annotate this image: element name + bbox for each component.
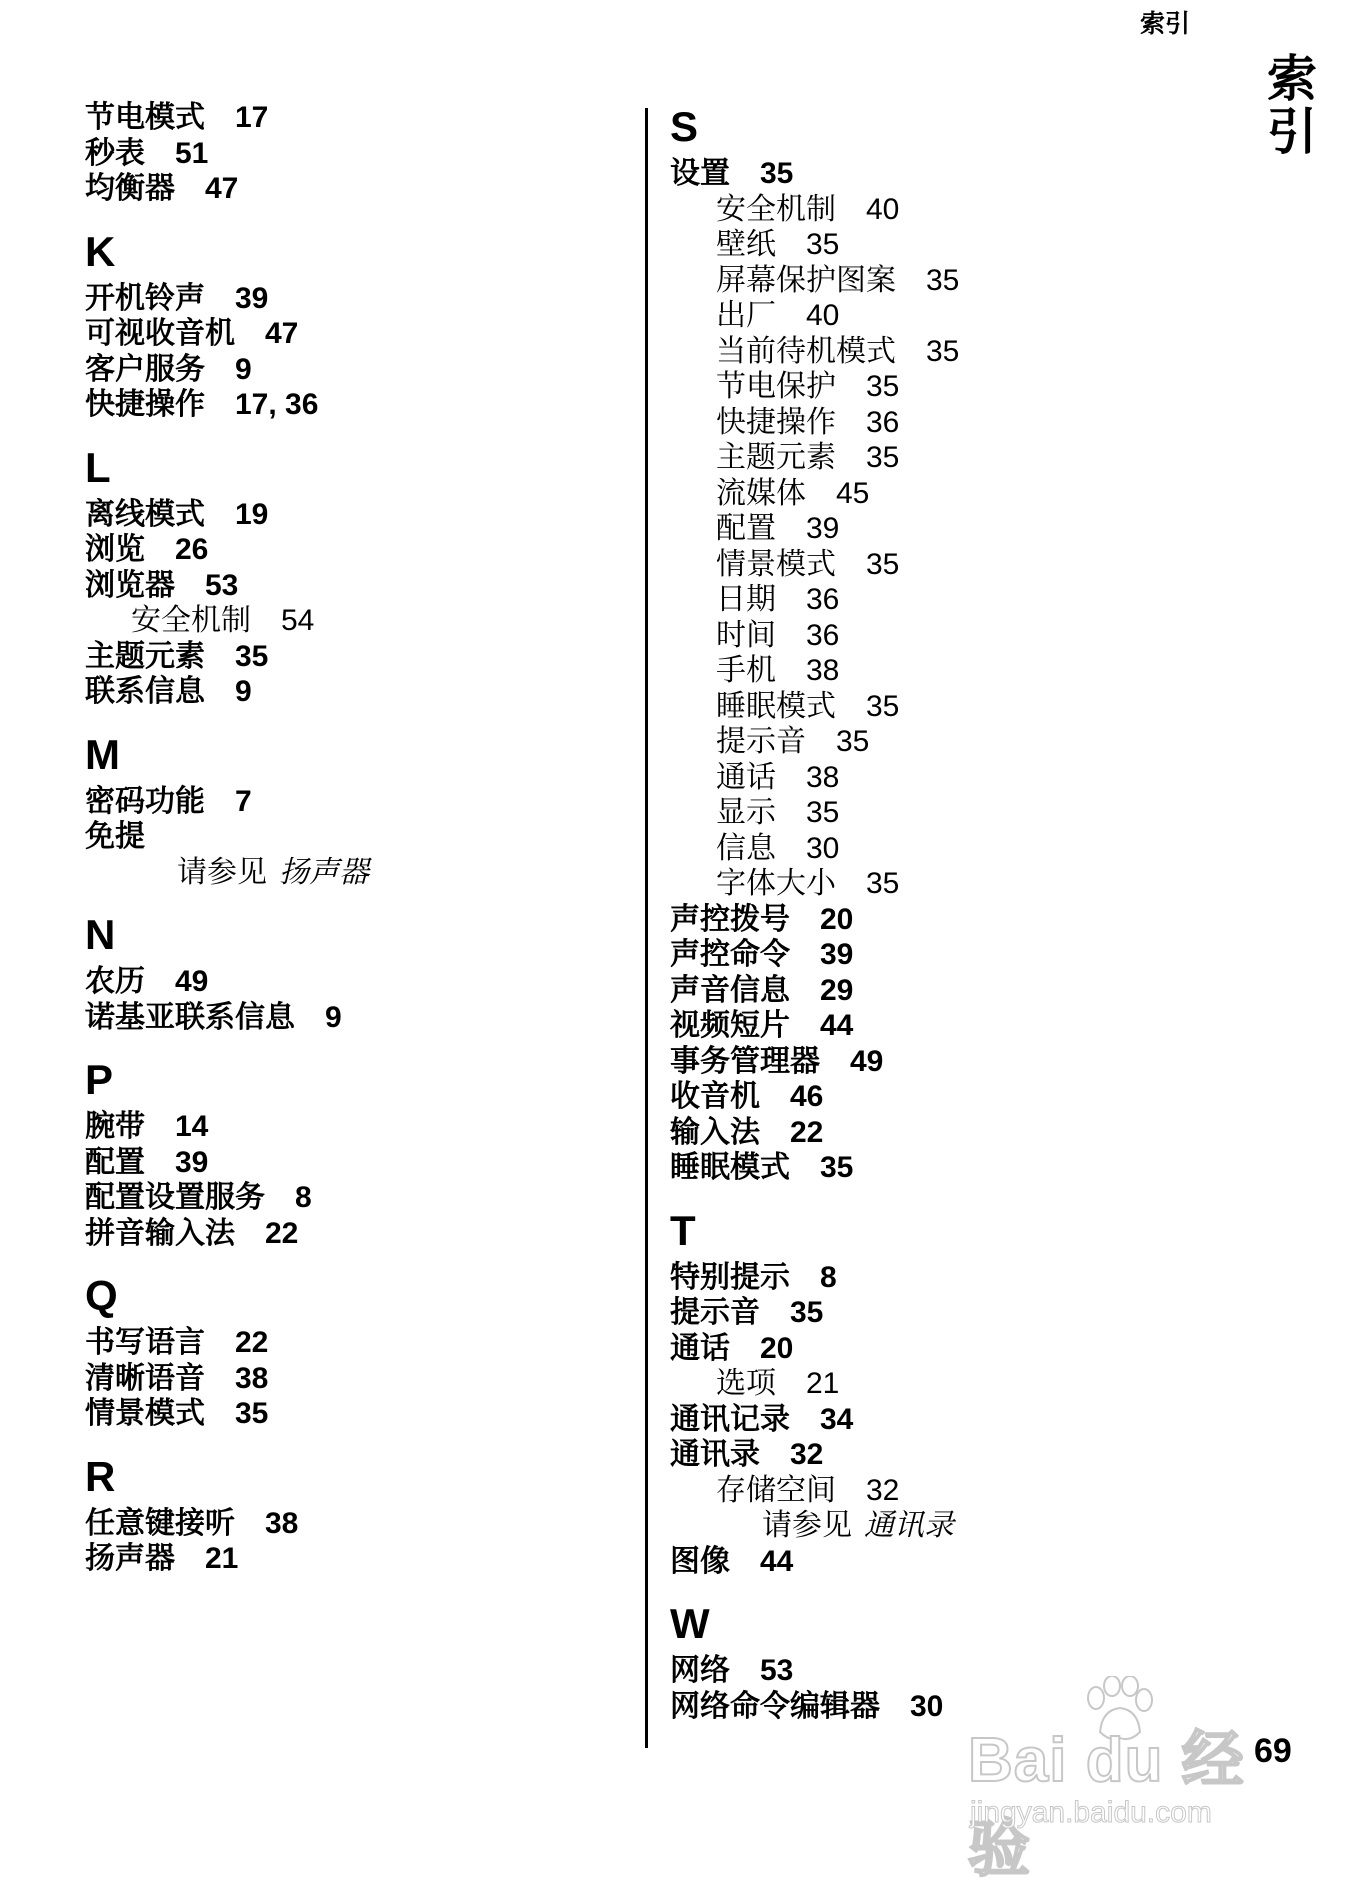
section-letter: L: [85, 443, 111, 491]
index-term: 主题元素: [716, 440, 836, 475]
index-term: 设置: [670, 156, 730, 191]
index-term: 信息: [716, 830, 776, 866]
index-term: 农历: [85, 964, 145, 999]
index-pages: 17: [235, 101, 269, 134]
index-term: 特别提示: [670, 1259, 790, 1295]
index-term: 选项: [716, 1366, 776, 1401]
index-pages: 38: [806, 654, 840, 687]
index-entry: [670, 582, 1230, 618]
index-pages: 38: [265, 1506, 299, 1540]
see-reference: 扬声器: [279, 854, 369, 890]
index-entry: [670, 1044, 1230, 1080]
index-term: 流媒体: [716, 475, 806, 511]
index-term: 情景模式: [716, 546, 836, 582]
index-pages: 35: [866, 867, 900, 900]
index-entry: [85, 1361, 625, 1397]
index-term: 通话: [670, 1330, 730, 1366]
index-term: 客户服务: [85, 351, 205, 387]
index-pages: 19: [235, 497, 269, 531]
index-entry: [670, 831, 1230, 867]
index-term: 声控拨号: [670, 901, 790, 937]
index-entry: [670, 689, 1230, 725]
index-pages: 53: [205, 568, 239, 602]
index-term: 通话: [716, 759, 776, 795]
section-letter: W: [670, 1600, 710, 1647]
index-pages: 49: [175, 965, 209, 998]
index-pages: 14: [175, 1110, 209, 1143]
index-pages: 7: [235, 784, 252, 818]
index-pages: 35: [820, 1151, 854, 1184]
index-term: 主题元素: [85, 638, 205, 674]
page-number: 69: [1254, 1732, 1292, 1770]
column-divider: [645, 108, 648, 1748]
index-entry: [670, 1508, 1230, 1544]
index-entry: [670, 1150, 1230, 1186]
index-pages: 36: [806, 618, 840, 652]
see-reference: 通讯录: [864, 1508, 954, 1543]
index-pages: 36: [806, 583, 840, 616]
index-pages: 35: [760, 157, 794, 190]
index-entry: [670, 298, 1230, 334]
index-term: 收音机: [670, 1079, 760, 1114]
index-entry: [85, 316, 625, 352]
index-pages: 20: [760, 1331, 794, 1365]
index-term: 腕带: [85, 1109, 145, 1144]
index-entry: [85, 136, 625, 172]
index-column-left: [85, 100, 625, 1577]
index-term: 安全机制: [131, 603, 251, 638]
index-term: 图像: [670, 1543, 730, 1579]
index-term: 节电模式: [85, 100, 205, 135]
index-pages: 32: [866, 1473, 900, 1507]
index-term: 快捷操作: [716, 404, 836, 440]
index-entry: [670, 1544, 1230, 1580]
index-term: 屏幕保护图案: [716, 262, 896, 298]
index-entry: [670, 1331, 1230, 1367]
index-pages: 35: [926, 263, 960, 297]
index-pages: 22: [235, 1326, 269, 1359]
index-pages: 29: [820, 973, 854, 1007]
index-entry: [670, 476, 1230, 512]
index-entry: [85, 352, 625, 388]
index-entry: [670, 440, 1230, 476]
index-term: 扬声器: [85, 1541, 175, 1576]
index-term: 密码功能: [85, 783, 205, 819]
index-pages: 54: [281, 604, 315, 637]
index-term: 联系信息: [85, 674, 205, 709]
index-entry: [85, 603, 625, 639]
index-term: 手机: [716, 653, 776, 688]
index-entry: [670, 405, 1230, 441]
index-pages: 47: [265, 317, 299, 350]
index-entry: [85, 819, 625, 855]
index-entry: [85, 1325, 625, 1361]
index-entry: [670, 511, 1230, 547]
watermark-brand: Bai du 经验: [968, 1726, 1245, 1884]
index-pages: 35: [235, 1397, 269, 1430]
index-term: 声控命令: [670, 937, 790, 972]
watermark: [960, 1676, 1280, 1884]
index-column-right: [670, 104, 1230, 1724]
index-entry: [670, 1008, 1230, 1044]
index-entry: [85, 1541, 625, 1577]
index-pages: 30: [806, 831, 840, 865]
index-term: 请参见: [177, 854, 267, 890]
index-entry: [85, 1000, 625, 1036]
index-term: 提示音: [670, 1295, 760, 1330]
index-entry: [670, 1079, 1230, 1115]
side-tab-label: 索引: [1259, 52, 1317, 158]
index-entry: [670, 1402, 1230, 1438]
index-term: 离线模式: [85, 496, 205, 532]
index-entry: [670, 1295, 1230, 1331]
index-pages: 35: [866, 689, 900, 723]
index-pages: 39: [820, 938, 854, 971]
index-entry: [670, 547, 1230, 583]
index-pages: 9: [235, 352, 252, 386]
index-term: 显示: [716, 795, 776, 830]
index-term: 视频短片: [670, 1008, 790, 1043]
index-pages: 34: [820, 1402, 854, 1436]
index-pages: 21: [806, 1367, 840, 1400]
index-pages: 35: [866, 547, 900, 581]
index-entry: [85, 784, 625, 820]
index-term: 提示音: [716, 724, 806, 759]
index-pages: 35: [806, 796, 840, 829]
index-term: 出厂: [716, 298, 776, 333]
index-pages: 22: [790, 1115, 824, 1149]
index-entry: [670, 334, 1230, 370]
index-term: 输入法: [670, 1114, 760, 1150]
index-pages: 39: [175, 1145, 209, 1179]
index-pages: 8: [820, 1260, 837, 1294]
index-pages: 44: [820, 1009, 854, 1042]
index-pages: 35: [790, 1296, 824, 1329]
index-entry: [85, 1145, 625, 1181]
index-entry: [670, 1260, 1230, 1296]
index-term: 均衡器: [85, 171, 175, 206]
index-entry: [670, 973, 1230, 1009]
index-entry: [85, 1180, 625, 1216]
index-entry: [670, 1366, 1230, 1402]
index-entry: [85, 100, 625, 136]
index-term: 时间: [716, 617, 776, 653]
index-pages: 47: [205, 172, 239, 205]
index-term: 配置: [85, 1144, 145, 1180]
index-entry: [670, 192, 1230, 228]
index-entry: [670, 369, 1230, 405]
index-pages: 38: [235, 1361, 269, 1395]
index-entry: [85, 1109, 625, 1145]
index-entry: [670, 653, 1230, 689]
index-entry: [85, 387, 625, 423]
index-pages: 17, 36: [235, 388, 319, 421]
index-pages: 35: [866, 370, 900, 403]
index-entry: [85, 568, 625, 604]
index-term: 字体大小: [716, 866, 836, 901]
index-term: 开机铃声: [85, 280, 205, 316]
index-pages: 30: [910, 1689, 944, 1723]
section-letter: R: [85, 1452, 116, 1500]
section-letter: Q: [85, 1272, 118, 1319]
index-pages: 46: [790, 1080, 824, 1113]
section-letter: T: [670, 1206, 696, 1254]
index-term: 节电保护: [716, 369, 836, 404]
watermark-url: jingyan.baidu.com: [970, 1796, 1212, 1829]
index-term: 通讯记录: [670, 1401, 790, 1437]
index-entry: [670, 866, 1230, 902]
index-term: 网络: [670, 1653, 730, 1688]
section-letter: P: [85, 1056, 114, 1103]
section-letter: N: [85, 911, 116, 958]
index-pages: 9: [235, 675, 252, 708]
index-entry: [670, 1437, 1230, 1473]
index-entry: [85, 1506, 625, 1542]
index-term: 网络命令编辑器: [670, 1688, 880, 1724]
index-entry: [670, 1473, 1230, 1509]
index-entry: [670, 263, 1230, 299]
index-pages: 44: [760, 1544, 794, 1578]
index-term: 秒表: [85, 135, 145, 171]
index-term: 免提: [85, 819, 145, 854]
index-pages: 35: [866, 441, 900, 474]
section-letter: K: [85, 227, 116, 275]
index-pages: 20: [820, 902, 854, 936]
index-pages: 39: [235, 281, 269, 315]
index-pages: 51: [175, 136, 209, 170]
index-entry: [670, 227, 1230, 263]
index-pages: 8: [295, 1181, 312, 1214]
index-term: 睡眠模式: [716, 688, 836, 724]
index-entry: [670, 760, 1230, 796]
index-pages: 36: [866, 405, 900, 439]
index-entry: [670, 902, 1230, 938]
index-entry: [670, 937, 1230, 973]
index-entry: [85, 532, 625, 568]
index-term: 通讯录: [670, 1437, 760, 1472]
index-term: 睡眠模式: [670, 1150, 790, 1185]
index-term: 事务管理器: [670, 1043, 820, 1079]
index-term: 清晰语音: [85, 1360, 205, 1396]
section-letter: S: [670, 103, 699, 150]
index-term: 配置设置服务: [85, 1180, 265, 1215]
index-term: 拼音输入法: [85, 1215, 235, 1251]
index-entry: [85, 639, 625, 675]
index-term: 壁纸: [716, 227, 776, 262]
index-pages: 40: [866, 192, 900, 226]
index-entry: [85, 855, 625, 891]
index-entry: [670, 795, 1230, 831]
index-term: 书写语言: [85, 1325, 205, 1360]
index-entry: [85, 674, 625, 710]
index-pages: 53: [760, 1654, 794, 1687]
index-pages: 45: [836, 476, 870, 510]
index-entry: [670, 724, 1230, 760]
index-term: 诺基亚联系信息: [85, 999, 295, 1035]
index-entry: [670, 1115, 1230, 1151]
index-term: 可视收音机: [85, 316, 235, 351]
index-pages: 35: [235, 639, 269, 673]
index-entry: [85, 1396, 625, 1432]
index-entry: [85, 964, 625, 1000]
index-pages: 35: [836, 725, 870, 758]
index-term: 存储空间: [716, 1472, 836, 1508]
index-pages: 26: [175, 533, 209, 566]
index-pages: 21: [205, 1542, 239, 1575]
index-entry: [670, 618, 1230, 654]
index-pages: 38: [806, 760, 840, 794]
index-pages: 40: [806, 299, 840, 332]
index-term: 任意键接听: [85, 1505, 235, 1541]
index-entry: [85, 171, 625, 207]
index-term: 当前待机模式: [716, 333, 896, 369]
running-header-title: 索引: [1140, 9, 1191, 38]
index-entry: [670, 156, 1230, 192]
index-pages: 35: [926, 334, 960, 368]
index-term: 情景模式: [85, 1396, 205, 1431]
index-entry: [85, 281, 625, 317]
index-pages: 22: [265, 1216, 299, 1250]
index-pages: 49: [850, 1044, 884, 1078]
index-term: 浏览器: [85, 567, 175, 603]
index-pages: 35: [806, 228, 840, 261]
index-entry: [85, 497, 625, 533]
index-term: 安全机制: [716, 191, 836, 227]
index-term: 配置: [716, 511, 776, 546]
index-pages: 32: [790, 1438, 824, 1471]
index-term: 声音信息: [670, 972, 790, 1008]
index-term: 日期: [716, 582, 776, 617]
index-entry: [85, 1216, 625, 1252]
index-term: 浏览: [85, 532, 145, 567]
index-pages: 39: [806, 512, 840, 545]
index-term: 快捷操作: [85, 387, 205, 422]
index-term: 请参见: [762, 1508, 852, 1543]
index-pages: 9: [325, 1000, 342, 1034]
section-letter: M: [85, 730, 120, 778]
